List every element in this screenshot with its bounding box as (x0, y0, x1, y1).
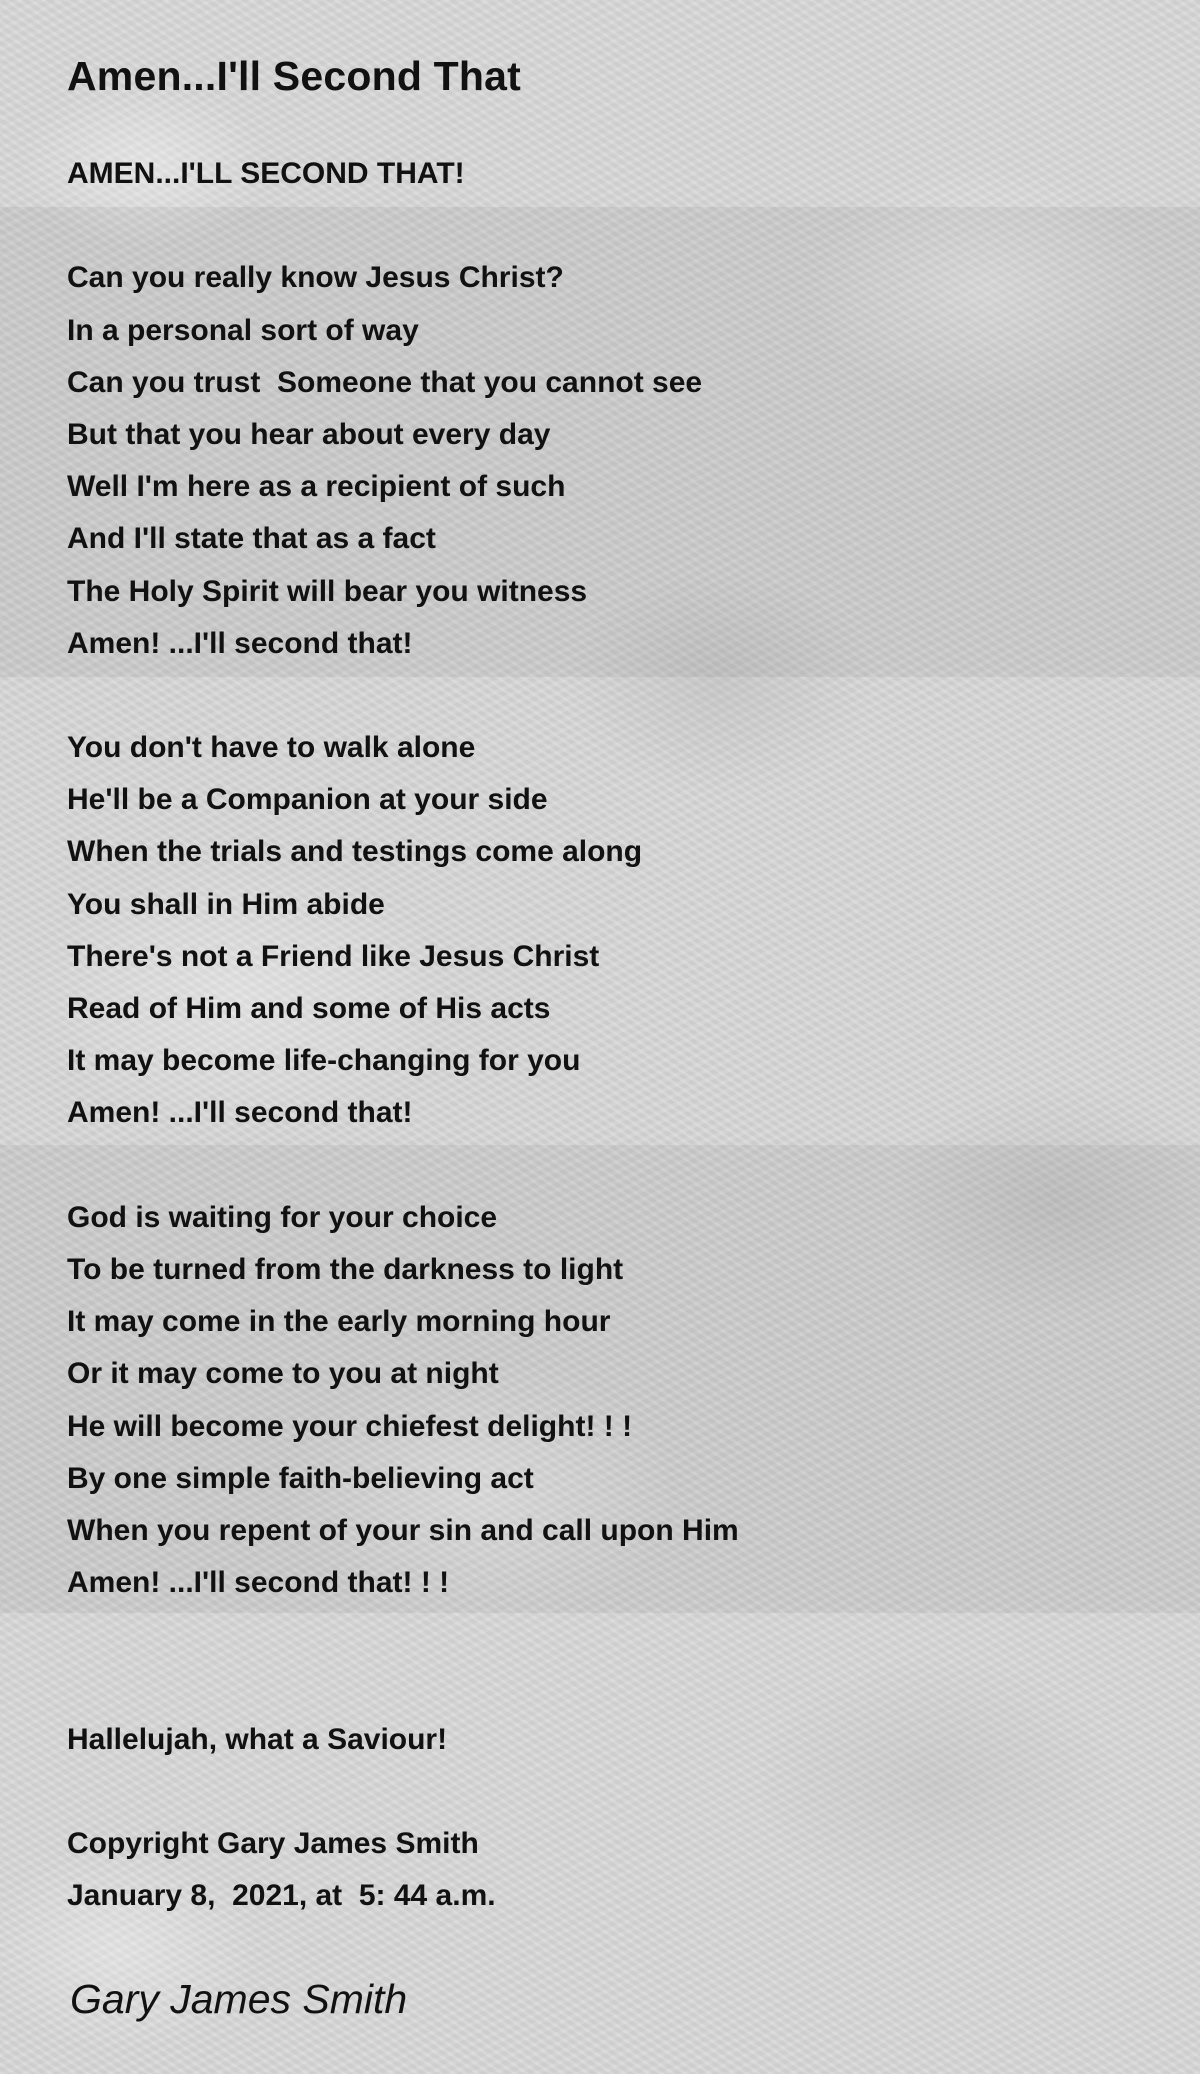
poem-line: God is waiting for your choice (67, 1200, 498, 1234)
poem-line: Or it may come to you at night (67, 1357, 499, 1391)
poem-line: Amen! ...I'll second that! (67, 626, 413, 660)
poem-line: When you repent of your sin and call upon Him (67, 1513, 739, 1547)
closing-line: Hallelujah, what a Saviour! (67, 1722, 448, 1756)
stanza-2 (67, 722, 1167, 1140)
poem-line: And I'll state that as a fact (67, 522, 436, 556)
stanza-1 (67, 252, 1167, 670)
poem-line: Can you really know Jesus Christ? (67, 261, 564, 295)
poem-line: You shall in Him abide (67, 887, 385, 921)
poem-line: By one simple faith-believing act (67, 1461, 534, 1495)
poem-line: He will become your chiefest delight! ! ! (67, 1409, 633, 1443)
poem-line: He'll be a Companion at your side (67, 783, 548, 817)
poem-line: There's not a Friend like Jesus Christ (67, 939, 600, 973)
poem-line: Well I'm here as a recipient of such (67, 470, 566, 504)
poem-line: Can you trust Someone that you cannot see (67, 365, 703, 399)
poem-line: In a personal sort of way (67, 313, 419, 347)
stanza-break (67, 1766, 1167, 1818)
poem-line: When the trials and testings come along (67, 835, 643, 869)
poem-title: Amen...I'll Second That (67, 53, 522, 99)
stanza-break (67, 200, 1167, 252)
poem-line: But that you hear about every day (67, 417, 551, 451)
poem-line: Amen! ...I'll second that! (67, 1096, 413, 1130)
stanza-break (67, 670, 1167, 722)
poem-line: It may come in the early morning hour (67, 1305, 611, 1339)
stanza-break (67, 1661, 1167, 1713)
poem-line: The Holy Spirit will bear you witness (67, 574, 588, 608)
poem-line: To be turned from the darkness to light (67, 1252, 624, 1286)
stanza-break (67, 1609, 1167, 1661)
poem-line: Amen! ...I'll second that! ! ! (67, 1566, 450, 1600)
poem-heading: AMEN...I'LL SECOND THAT! (67, 157, 465, 190)
poem-line: Read of Him and some of His acts (67, 992, 551, 1025)
poem-body (67, 148, 1167, 1922)
author-name: Gary James Smith (70, 1976, 408, 2022)
stanza-3 (67, 1192, 1167, 1610)
date-line: January 8, 2021, at 5: 44 a.m. (67, 1879, 496, 1913)
poem-line: It may become life-changing for you (67, 1044, 581, 1078)
stanza-break (67, 1140, 1167, 1192)
poem-line: You don't have to walk alone (67, 731, 476, 765)
copyright-line: Copyright Gary James Smith (67, 1827, 479, 1860)
